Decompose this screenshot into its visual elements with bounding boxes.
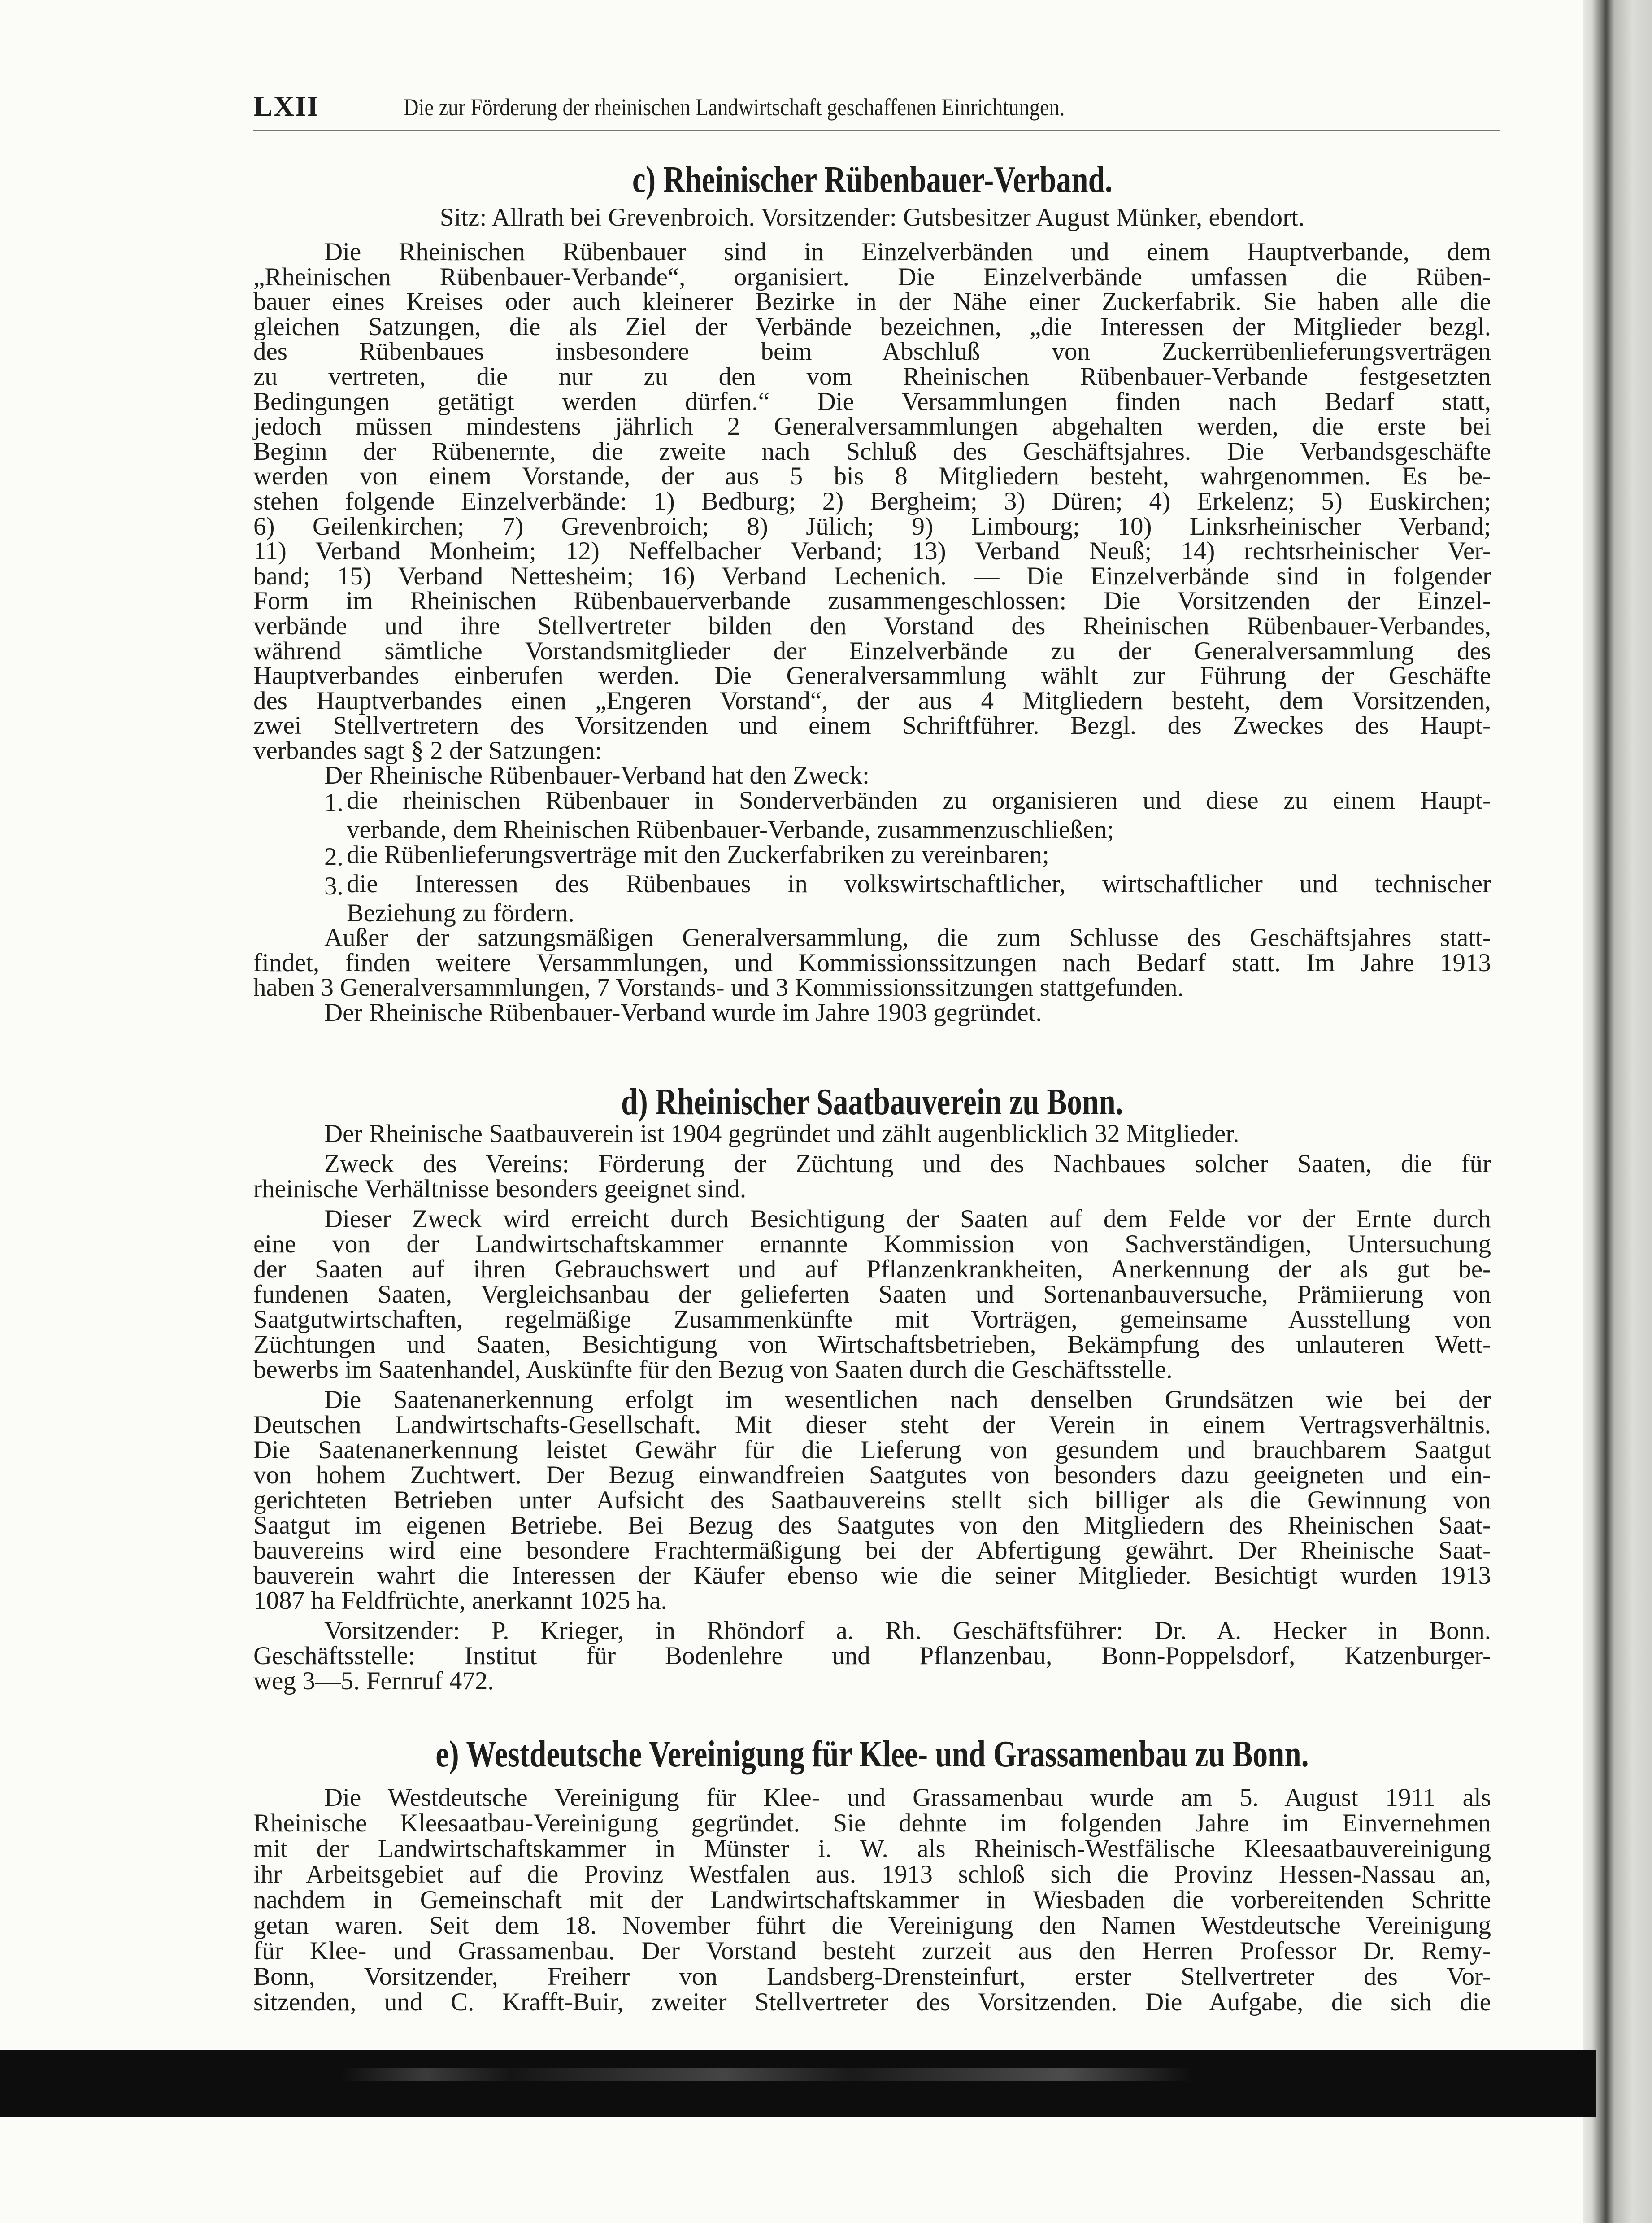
text-line: Außer der satzungsmäßigen Generalversammlung, die zum Schlusse des Geschäftsjahres statt-: [324, 924, 1491, 952]
text-line: Der Rheinische Rübenbauer-Verband wurde im Jahre 1903 gegründet.: [324, 998, 1042, 1027]
heading-text: e) Westdeutsche Vereinigung für Klee- und Grassamenbau zu Bonn.: [435, 1733, 1309, 1775]
text-line: gerichteten Betrieben unter Aufsicht des Saatbauvereins stellt sich billiger als die Gewinnung von: [253, 1486, 1491, 1514]
book-binding-edge: [1583, 0, 1652, 2223]
text-line: gleichen Satzungen, die als Ziel der Verbände bezeichnen, „die Interessen der Mitglieder bezgl.: [253, 312, 1491, 341]
list-number: 3.: [324, 872, 343, 900]
text-line: verbande, dem Rheinischen Rübenbauer-Verbande, zusammenzuschließen;: [347, 815, 1114, 844]
scan-smudge: [341, 2068, 1193, 2081]
heading-text: d) Rheinischer Saatbauverein zu Bonn.: [621, 1081, 1123, 1123]
list-item-line: [253, 869, 1491, 901]
text-line: Dieser Zweck wird erreicht durch Besichtigung der Saaten auf dem Felde vor der Ernte durch: [324, 1205, 1491, 1233]
text-line: von hohem Zuchtwert. Der Bezug einwandfreien Saatgutes von besonders dazu geeigneten und ein-: [253, 1461, 1491, 1489]
text-line: Beziehung zu fördern.: [347, 898, 575, 927]
subtitle-text: Sitz: Allrath bei Grevenbroich. Vorsitzender: Gutsbesitzer August Münker, ebendort.: [439, 203, 1305, 231]
text-line: eine von der Landwirtschaftskammer ernannte Kommission von Sachverständigen, Untersuchung: [253, 1230, 1491, 1258]
text-line: der Saaten auf ihren Gebrauchswert und auf Pflanzenkrankheiten, Anerkennung der als gut be-: [253, 1255, 1491, 1283]
text-line: des Rübenbaues insbesondere beim Abschluß von Zuckerrübenlieferungsverträgen: [253, 337, 1491, 366]
text-line: Der Rheinische Rübenbauer-Verband hat den Zweck:: [324, 761, 869, 790]
text-line: Züchtungen und Saaten, Besichtigung von Wirtschaftsbetrieben, Bekämpfung des unlauteren Wett-: [253, 1330, 1491, 1359]
header-rule: [253, 130, 1500, 131]
scan-bottom-shadow: [0, 2050, 1596, 2117]
text-line: die Rübenlieferungsverträge mit den Zuckerfabriken zu vereinbaren;: [347, 840, 1049, 869]
text-line: sitzenden, und C. Krafft-Buir, zweiter Stellvertreter des Vorsitzenden. Die Aufgabe, die sich die: [253, 1988, 1491, 2016]
text-line: Saatgut im eigenen Betriebe. Bei Bezug des Saatgutes von den Mitgliedern des Rheinischen Saat-: [253, 1511, 1491, 1539]
text-line: fundenen Saaten, Vergleichsanbau der gelieferten Saaten und Sortenanbauversuche, Prämiierung von: [253, 1280, 1491, 1308]
text-line: Die Saatenanerkennung erfolgt im wesentlichen nach denselben Grundsätzen wie bei der: [324, 1386, 1491, 1414]
text-line: Bedingungen getätigt werden dürfen.“ Die Versammlungen finden nach Bedarf statt,: [253, 387, 1491, 416]
list-item: [253, 788, 1491, 842]
text-line: Der Rheinische Saatbauverein ist 1904 gegründet und zählt augenblicklich 32 Mitglieder.: [324, 1120, 1239, 1148]
paragraph: [253, 1387, 1491, 1613]
paragraph: [253, 763, 1491, 788]
text-line: Hauptverbandes einberufen werden. Die Generalversammlung wählt zur Führung der Geschäfte: [253, 662, 1491, 690]
text-line: 6) Geilenkirchen; 7) Grevenbroich; 8) Jülich; 9) Limbourg; 10) Linksrheinischer Verband;: [253, 512, 1491, 540]
text-line: weg 3—5. Fernruf 472.: [253, 1667, 494, 1695]
text-line: Deutschen Landwirtschafts-Gesellschaft. Mit dieser steht der Verein in einem Vertragsverhältnis.: [253, 1411, 1491, 1439]
text-line: Form im Rheinischen Rübenbauerverbande zusammengeschlossen: Die Vorsitzenden der Einzel-: [253, 587, 1491, 615]
text-line: Bonn, Vorsitzender, Freiherr von Landsberg-Drensteinfurt, erster Stellvertreter des Vor-: [253, 1962, 1491, 1991]
list-item: [253, 869, 1491, 927]
text-line: band; 15) Verband Nettesheim; 16) Verband Lechenich. — Die Einzelverbände sind in folgender: [253, 562, 1491, 590]
paragraph: [253, 240, 1491, 763]
text-line: Die Rheinischen Rübenbauer sind in Einzelverbänden und einem Hauptverbande, dem: [324, 238, 1491, 266]
text-line: Zweck des Vereins: Förderung der Züchtung und des Nachbaues solcher Saaten, die für: [324, 1150, 1491, 1178]
paragraph: [253, 1618, 1491, 1694]
page-header: [253, 90, 1500, 126]
text-line: Beginn der Rübenernte, die zweite nach Schluß des Geschäftsjahres. Die Verbandsgeschäfte: [253, 437, 1491, 466]
list-number: 2.: [324, 842, 343, 871]
text-line: bewerbs im Saatenhandel, Auskünfte für den Bezug von Saaten durch die Geschäftsstelle.: [253, 1356, 1173, 1384]
list-item-line: [253, 842, 1491, 872]
text-line: Vorsitzender: P. Krieger, in Rhöndorf a. Rh. Geschäftsführer: Dr. A. Hecker in Bonn.: [324, 1617, 1491, 1645]
text-line: „Rheinischen Rübenbauer-Verbande“, organisiert. Die Einzelverbände umfassen die Rüben-: [253, 262, 1491, 291]
text-line: mit der Landwirtschaftskammer in Münster i. W. als Rheinisch-Westfälische Kleesaatbauvereinigung: [253, 1835, 1491, 1863]
list-item-line: [253, 788, 1491, 817]
section-e-body: [253, 1785, 1491, 2015]
text-line: haben 3 Generalversammlungen, 7 Vorstands- und 3 Kommissionssitzungen stattgefunden.: [253, 973, 1184, 1002]
text-line: jedoch müssen mindestens jährlich 2 Generalversammlungen abgehalten werden, die erste bei: [253, 412, 1491, 441]
paragraph: [253, 1000, 1491, 1025]
text-line: Geschäftsstelle: Institut für Bodenlehre und Pflanzenbau, Bonn-Poppelsdorf, Katzenburger-: [253, 1642, 1491, 1670]
text-line: 1087 ha Feldfrüchte, anerkannt 1025 ha.: [253, 1587, 667, 1615]
section-e-heading: [253, 1732, 1491, 1776]
text-line: werden von einem Vorstande, der aus 5 bis 8 Mitgliedern besteht, wahrgenommen. Es be-: [253, 462, 1491, 491]
paragraph: [253, 1151, 1491, 1202]
section-d-body: [253, 1121, 1491, 1694]
text-line: verbandes sagt § 2 der Satzungen:: [253, 736, 602, 765]
paragraph: [253, 1207, 1491, 1382]
text-line: getan waren. Seit dem 18. November führt die Vereinigung den Namen Westdeutsche Vereinigung: [253, 1911, 1491, 1940]
text-line: die Interessen des Rübenbaues in volkswirtschaftlicher, wirtschaftlicher und technischer: [347, 869, 1491, 898]
text-line: Saatgutwirtschaften, regelmäßige Zusammenkünfte mit Vorträgen, gemeinsame Ausstellung von: [253, 1305, 1491, 1334]
text-line: bauvereins wird eine besondere Frachtermäßigung bei der Abfertigung gewährt. Der Rheinische Saat-: [253, 1536, 1491, 1565]
text-line: stehen folgende Einzelverbände: 1) Bedburg; 2) Bergheim; 3) Düren; 4) Erkelenz; 5) Euskirchen;: [253, 487, 1491, 515]
list-item-line: [253, 817, 1491, 842]
text-line: rheinische Verhältnisse besonders geeignet sind.: [253, 1175, 747, 1203]
text-line: die rheinischen Rübenbauer in Sonderverbänden zu organisieren und diese zu einem Haupt-: [347, 786, 1491, 815]
section-c-body: [253, 240, 1491, 1025]
text-line: nachdem in Gemeinschaft mit der Landwirtschaftskammer in Wiesbaden die vorbereitenden Schritte: [253, 1886, 1491, 1914]
text-line: des Hauptverbandes einen „Engeren Vorstand“, der aus 4 Mitgliedern besteht, dem Vorsitzenden,: [253, 686, 1491, 715]
text-line: zwei Stellvertretern des Vorsitzenden und einem Schriftführer. Bezgl. des Zweckes des Haupt-: [253, 711, 1491, 740]
list-item: [253, 842, 1491, 872]
paragraph: [253, 925, 1491, 1000]
text-line: bauverein wahrt die Interessen der Käufer ebenso wie die seiner Mitglieder. Besichtigt wurden 1913: [253, 1561, 1491, 1590]
text-line: Die Saatenanerkennung leistet Gewähr für die Lieferung von gesundem und brauchbarem Saatgut: [253, 1436, 1491, 1464]
list-number: [324, 817, 347, 842]
section-c-heading: [253, 158, 1491, 201]
list-number: [324, 901, 347, 926]
text-line: während sämtliche Vorstandsmitglieder der Einzelverbände zu der Generalversammlung des: [253, 636, 1491, 665]
heading-text: c) Rheinischer Rübenbauer-Verband.: [632, 159, 1113, 201]
running-title: Die zur Förderung der rheinischen Landwirtschaft geschaffenen Einrichtungen.: [404, 94, 1065, 121]
text-line: 11) Verband Monheim; 12) Neffelbacher Verband; 13) Verband Neuß; 14) rechtsrheinischer Ver-: [253, 537, 1491, 566]
text-line: zu vertreten, die nur zu den vom Rheinischen Rübenbauer-Verbande festgesetzten: [253, 362, 1491, 391]
text-line: bauer eines Kreises oder auch kleinerer Bezirke in der Nähe einer Zuckerfabrik. Sie haben alle die: [253, 288, 1491, 316]
section-d-heading: [253, 1080, 1491, 1124]
paragraph: [253, 1121, 1491, 1146]
paragraph: [253, 1785, 1491, 2015]
text-line: für Klee- und Grassamenbau. Der Vorstand besteht zurzeit aus den Herren Professor Dr. Remy-: [253, 1937, 1491, 1965]
text-line: ihr Arbeitsgebiet auf die Provinz Westfalen aus. 1913 schloß sich die Provinz Hessen-Nassau an,: [253, 1860, 1491, 1888]
text-line: Die Westdeutsche Vereinigung für Klee- und Grassamenbau wurde am 5. August 1911 als: [324, 1783, 1491, 1812]
text-line: findet, finden weitere Versammlungen, und Kommissionssitzungen nach Bedarf statt. Im Jahre 1913: [253, 948, 1491, 977]
list-item-line: [253, 898, 1491, 927]
section-c-subtitle: [253, 203, 1491, 232]
list-number: 1.: [324, 789, 343, 817]
page-number: LXII: [253, 90, 319, 122]
text-line: verbände und ihre Stellvertreter bilden den Vorstand des Rheinischen Rübenbauer-Verbandes,: [253, 611, 1491, 640]
text-line: Rheinische Kleesaatbau-Vereinigung gegründet. Sie dehnte im folgenden Jahre im Einvernehmen: [253, 1809, 1491, 1837]
